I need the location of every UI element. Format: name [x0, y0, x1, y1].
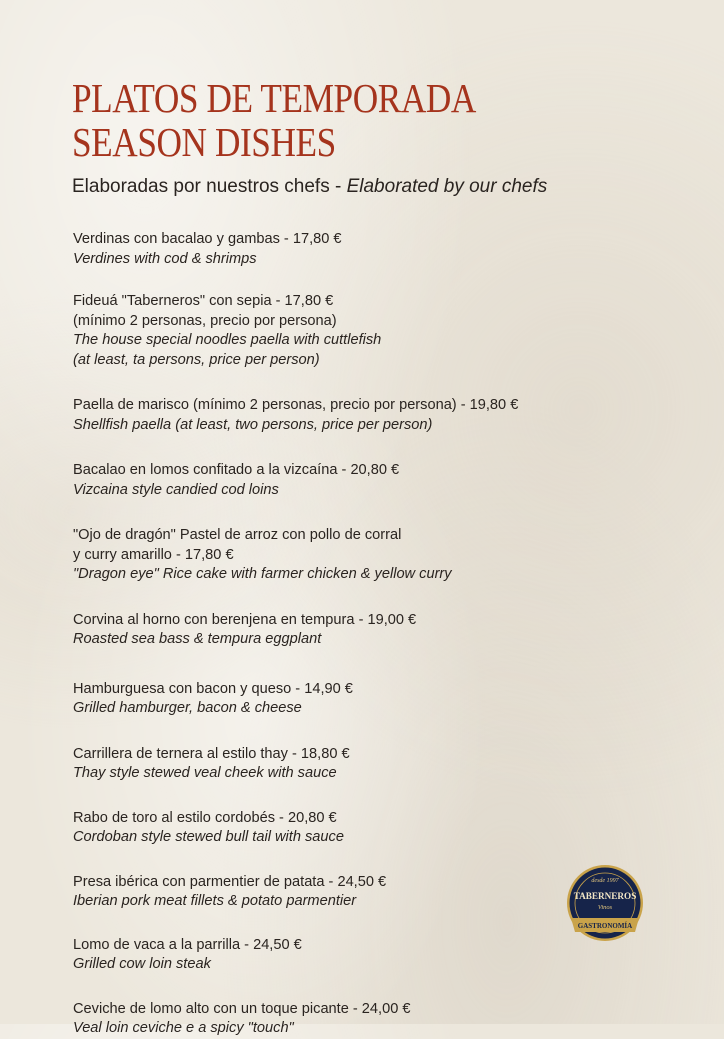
- dish-name-en: Verdines with cod & shrimps: [73, 250, 257, 267]
- dish-item: [73, 526, 633, 585]
- subtitle-spanish: Elaboradas por nuestros chefs -: [72, 176, 347, 197]
- dish-name-en: Vizcaina style candied cod loins: [73, 481, 279, 498]
- dish-item: [73, 745, 633, 784]
- dish-name-es: Paella de marisco (mínimo 2 personas, precio por persona) - 19,80 €: [73, 397, 519, 413]
- dish-name-en: The house special noodles paella with cuttlefish: [73, 332, 382, 348]
- subtitle-english: Elaborated by our chefs: [346, 176, 548, 197]
- dish-name-es: Corvina al horno con berenjena en tempura - 19,00 €: [73, 611, 417, 628]
- dish-name-es: Lomo de vaca a la parrilla - 24,50 €: [73, 936, 302, 953]
- dish-name-es: Ceviche de lomo alto con un toque picante - 24,00 €: [73, 1000, 411, 1017]
- dish-name-es: y curry amarillo - 17,80 €: [73, 546, 234, 563]
- dish-name-es: Presa ibérica con parmentier de patata - 24,50 €: [73, 873, 387, 890]
- dish-name-en: (at least, ta persons, price per person): [73, 351, 320, 368]
- dish-name-es: Verdinas con bacalao y gambas - 17,80 €: [73, 231, 342, 247]
- dish-name-es: Fideuá "Taberneros" con sepia - 17,80 €: [73, 293, 334, 309]
- title-english: SEASON DISHES: [72, 119, 336, 165]
- logo-middle-text: Vinos: [597, 904, 613, 911]
- dish-name-es: Rabo de toro al estilo cordobés - 20,80 €: [73, 809, 337, 826]
- dish-name-es: Carrillera de ternera al estilo thay - 18,80 €: [73, 745, 350, 762]
- dish-name-es: Hamburguesa con bacon y queso - 14,90 €: [73, 680, 353, 697]
- dish-name-en: Cordoban style stewed bull tail with sauce: [73, 829, 344, 845]
- dish-item: [73, 396, 633, 435]
- subtitle: [72, 175, 547, 199]
- page-title: [72, 76, 476, 164]
- logo-bottom-text: GASTRONOMÍA: [577, 922, 633, 930]
- dish-name-en: Grilled hamburger, bacon & cheese: [73, 700, 302, 716]
- dish-name-es: (mínimo 2 personas, precio por persona): [73, 312, 337, 329]
- dish-item: [73, 292, 633, 370]
- dish-name-en: "Dragon eye" Rice cake with farmer chicken & yellow curry: [73, 566, 452, 582]
- dish-item: [73, 1000, 633, 1039]
- dish-name-en: Shellfish paella (at least, two persons, price per person): [73, 416, 433, 433]
- dish-item: [73, 936, 633, 975]
- logo-name: TABERNEROS: [573, 891, 637, 901]
- dish-item: [73, 230, 633, 269]
- logo-top-text: desde 1997: [591, 878, 619, 884]
- dish-name-es: "Ojo de dragón" Pastel de arroz con pollo de corral: [73, 527, 402, 543]
- dish-name-en: Grilled cow loin steak: [73, 956, 211, 972]
- dish-item: [73, 611, 633, 650]
- title-spanish: PLATOS DE TEMPORADA: [72, 75, 476, 121]
- dish-item: [73, 461, 633, 500]
- dish-name-en: Veal loin ceviche e a spicy "touch": [73, 1020, 294, 1036]
- dish-name-en: Roasted sea bass & tempura eggplant: [73, 631, 322, 647]
- dish-name-en: Thay style stewed veal cheek with sauce: [73, 765, 337, 781]
- dish-name-en: Iberian pork meat fillets & potato parmentier: [73, 893, 357, 909]
- dish-name-es: Bacalao en lomos confitado a la vizcaína - 20,80 €: [73, 462, 400, 478]
- dish-item: [73, 809, 633, 848]
- dish-list: [73, 230, 633, 1039]
- dish-item: [73, 680, 633, 719]
- taberneros-logo: [566, 862, 644, 944]
- dish-item: [73, 873, 633, 912]
